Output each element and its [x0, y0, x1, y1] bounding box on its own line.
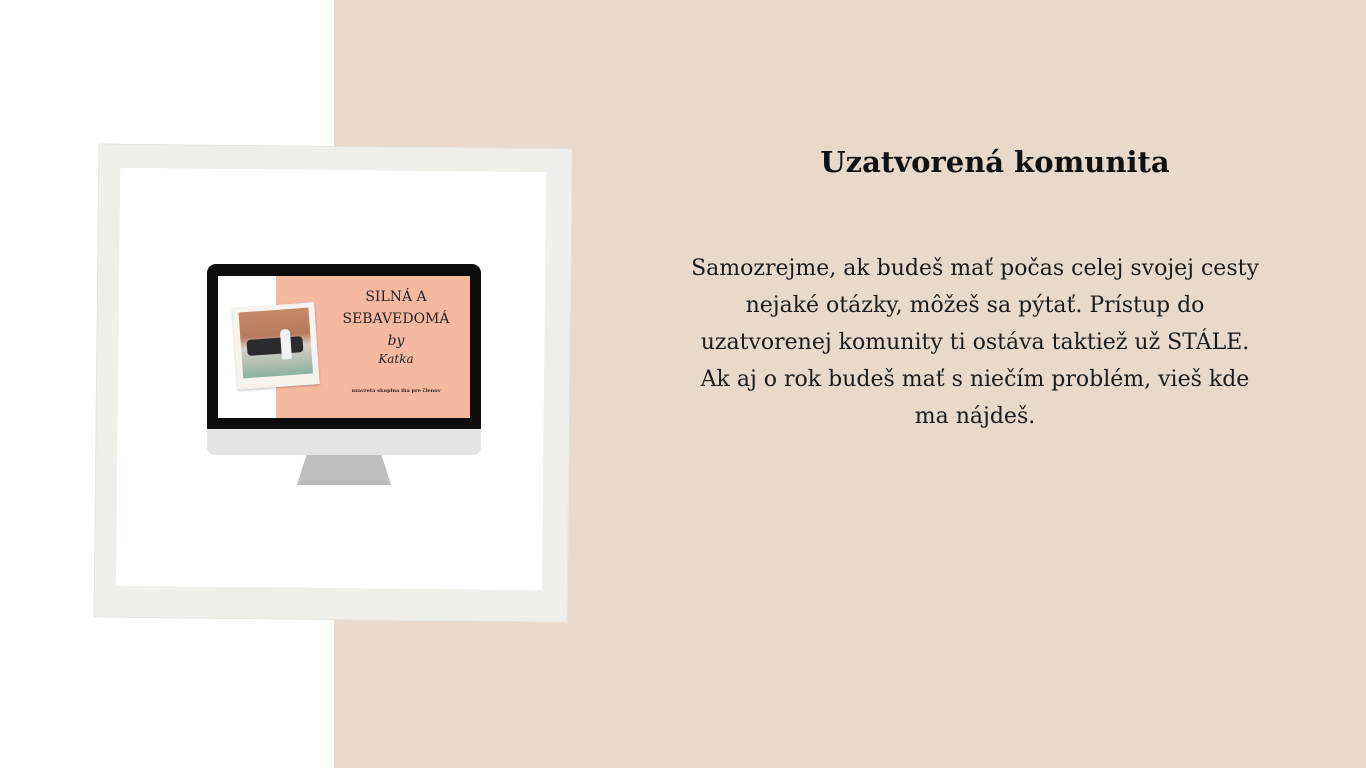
- screen-signature: Katka: [378, 352, 414, 366]
- slide-body-text: Samozrejme, ak budeš mať počas celej svojej cesty nejaké otázky, môžeš sa pýtať. Prístup do uzatvorenej komunity ti ostáva taktiež už STÁLE. Ak aj o rok budeš mať s niečím problém, vieš kde ma nájdeš.: [691, 256, 1259, 429]
- screen-title: [326, 286, 466, 330]
- monitor-screen: [218, 276, 470, 418]
- screen-by-text: by: [387, 333, 405, 349]
- monitor-bezel: [207, 264, 481, 429]
- slide-heading: Uzatvorená komunita: [820, 145, 1170, 179]
- polaroid-photo: [232, 302, 320, 390]
- screen-title-line2: SEBAVEDOMÁ: [342, 311, 450, 327]
- monitor-stand: [297, 455, 391, 485]
- photo-image: [239, 308, 313, 379]
- photo-person: [280, 329, 292, 360]
- screen-title-line1: SILNÁ A: [365, 289, 427, 305]
- monitor-chin: [207, 429, 481, 455]
- monitor-mockup: [207, 264, 481, 486]
- screen-caption: uzavretá skupina iba pre členov: [351, 388, 441, 394]
- photo-sofa: [247, 336, 304, 356]
